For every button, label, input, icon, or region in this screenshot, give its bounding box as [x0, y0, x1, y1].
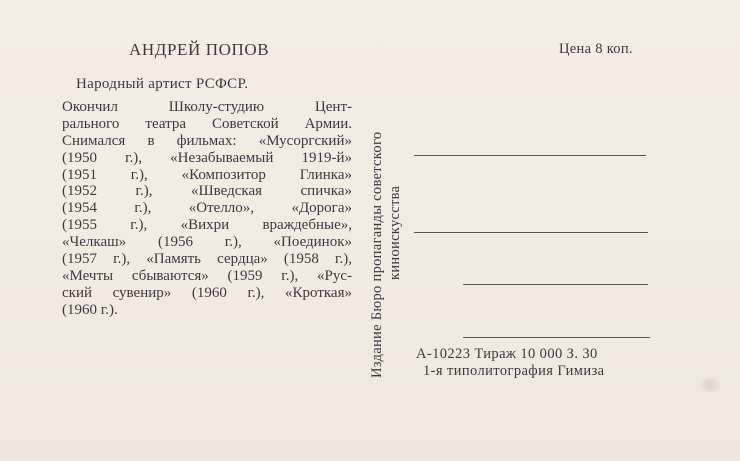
actor-name: АНДРЕЙ ПОПОВ — [129, 40, 270, 59]
publisher-line-1: Издание Бюро пропаганды советского — [369, 131, 385, 378]
price-label: Цена 8 коп. — [559, 41, 633, 57]
actor-biography — [62, 99, 352, 319]
print-run-info: А-10223 Тираж 10 000 З. 30 — [416, 346, 598, 362]
bio-line: (1952 г.), «Шведская спичка» — [62, 183, 352, 200]
printer-name: 1-я типолитография Гимиза — [423, 363, 605, 379]
bio-line: (1955 г.), «Вихри враждебные», — [62, 217, 352, 234]
bio-line: (1960 г.). — [62, 301, 118, 318]
bio-line: Снимался в фильмах: «Мусоргский» — [62, 132, 352, 149]
bio-line: «Челкаш» (1956 г.), «Поединок» — [62, 234, 352, 251]
paper-smudge — [700, 378, 720, 392]
actor-honorary-title: Народный артист РСФСР. — [76, 76, 249, 92]
bio-line: (1954 г.), «Отелло», «Дорога» — [62, 200, 352, 217]
address-line — [463, 337, 650, 338]
address-line — [414, 232, 648, 233]
address-line — [463, 284, 648, 285]
bio-line: (1950 г.), «Незабываемый 1919-й» — [62, 149, 352, 166]
bio-line: рального театра Советской Армии. — [62, 115, 352, 132]
bio-line: (1951 г.), «Композитор Глинка» — [62, 166, 352, 183]
bio-line: Окончил Школу-студию Цент- — [62, 99, 352, 115]
bio-line: (1957 г.), «Память сердца» (1958 г.), — [62, 251, 352, 268]
address-line — [414, 155, 646, 156]
publisher-line-2: киноискусства — [387, 185, 403, 280]
bio-line: ский сувенир» (1960 г.), «Кроткая» — [62, 284, 352, 301]
bio-line: «Мечты сбываются» (1959 г.), «Рус- — [62, 267, 352, 284]
